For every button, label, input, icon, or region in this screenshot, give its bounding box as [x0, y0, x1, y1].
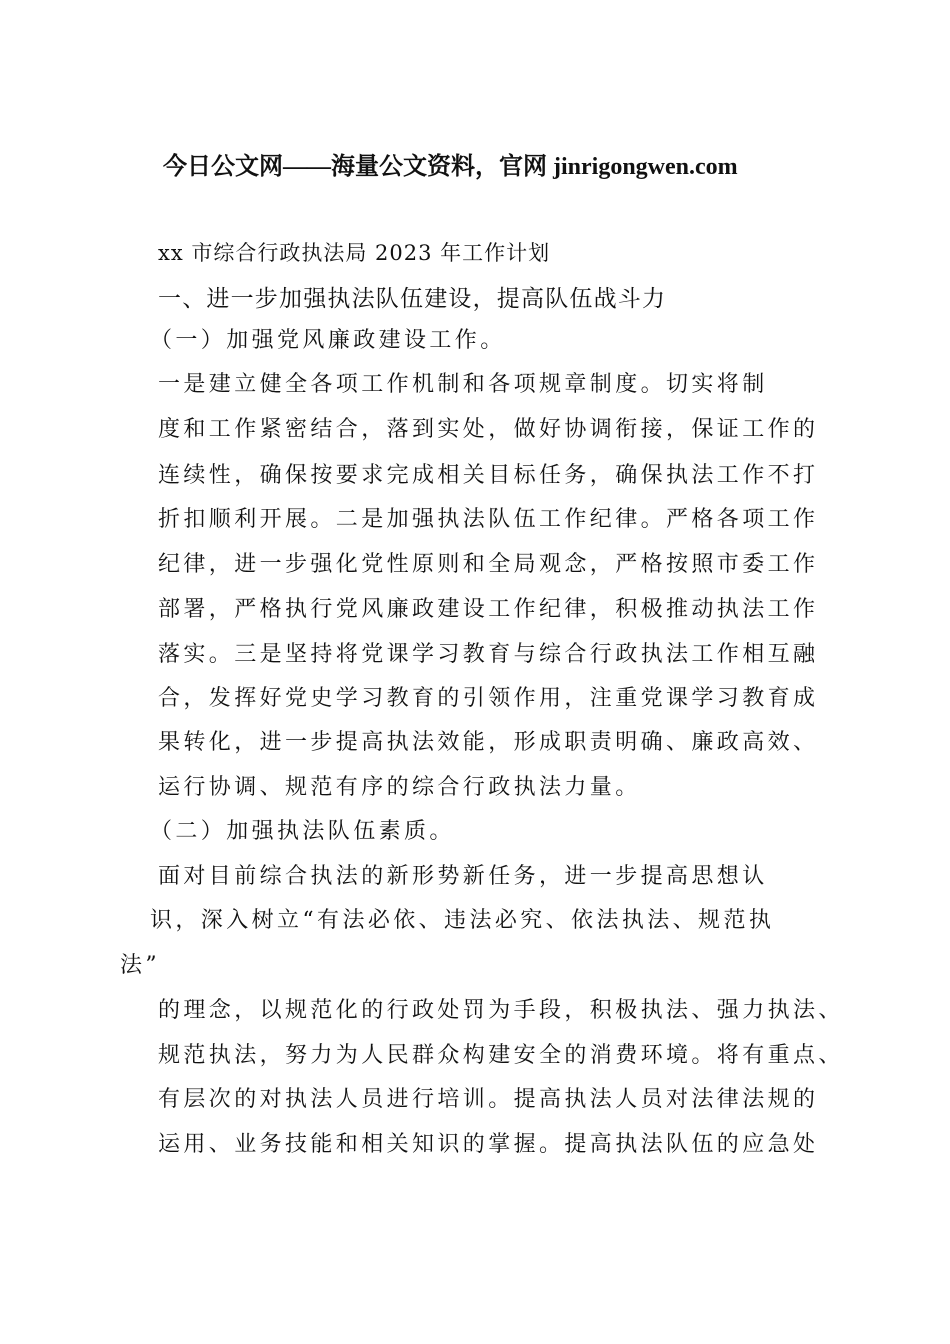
paragraph-line: 运用、业务技能和相关知识的掌握。提高执法队伍的应急处: [158, 1132, 819, 1157]
section-heading-1: 一、进一步加强执法队伍建设，提高队伍战斗力: [158, 285, 667, 311]
paragraph-line: 度和工作紧密结合，落到实处，做好协调衔接，保证工作的: [158, 417, 819, 442]
site-header-banner: 今日公文网——海量公文资料，官网 jinrigongwen.com: [163, 154, 738, 180]
paragraph-line: 一是建立健全各项工作机制和各项规章制度。切实将制: [158, 372, 768, 397]
paragraph-line: 面对目前综合执法的新形势新任务，进一步提高思想认: [158, 864, 768, 889]
document-title: xx 市综合行政执法局 2023 年工作计划: [158, 241, 551, 265]
paragraph-line: 识，深入树立“有法必依、违法必究、依法执法、规范执: [150, 908, 775, 933]
paragraph-line: 有层次的对执法人员进行培训。提高执法人员对法律法规的: [158, 1087, 819, 1112]
paragraph-line: 纪律，进一步强化党性原则和全局观念，严格按照市委工作: [158, 552, 819, 577]
paragraph-line: 折扣顺利开展。二是加强执法队伍工作纪律。严格各项工作: [158, 507, 819, 532]
subsection-heading-2: （二）加强执法队伍素质。: [150, 819, 455, 844]
paragraph-line: 运行协调、规范有序的综合行政执法力量。: [158, 775, 641, 800]
paragraph-line: 的理念，以规范化的行政处罚为手段，积极执法、强力执法、: [158, 998, 844, 1023]
paragraph-line: 果转化，进一步提高执法效能，形成职责明确、廉政高效、: [158, 730, 819, 755]
paragraph-line: 法”: [120, 953, 161, 978]
paragraph-line: 合，发挥好党史学习教育的引领作用，注重党课学习教育成: [158, 686, 819, 711]
subsection-heading-1: （一）加强党风廉政建设工作。: [150, 328, 506, 353]
paragraph-line: 部署，严格执行党风廉政建设工作纪律，积极推动执法工作: [158, 597, 819, 622]
paragraph-line: 落实。三是坚持将党课学习教育与综合行政执法工作相互融: [158, 642, 819, 667]
paragraph-line: 规范执法，努力为人民群众构建安全的消费环境。将有重点、: [158, 1043, 844, 1068]
paragraph-line: 连续性，确保按要求完成相关目标任务，确保执法工作不打: [158, 463, 819, 488]
